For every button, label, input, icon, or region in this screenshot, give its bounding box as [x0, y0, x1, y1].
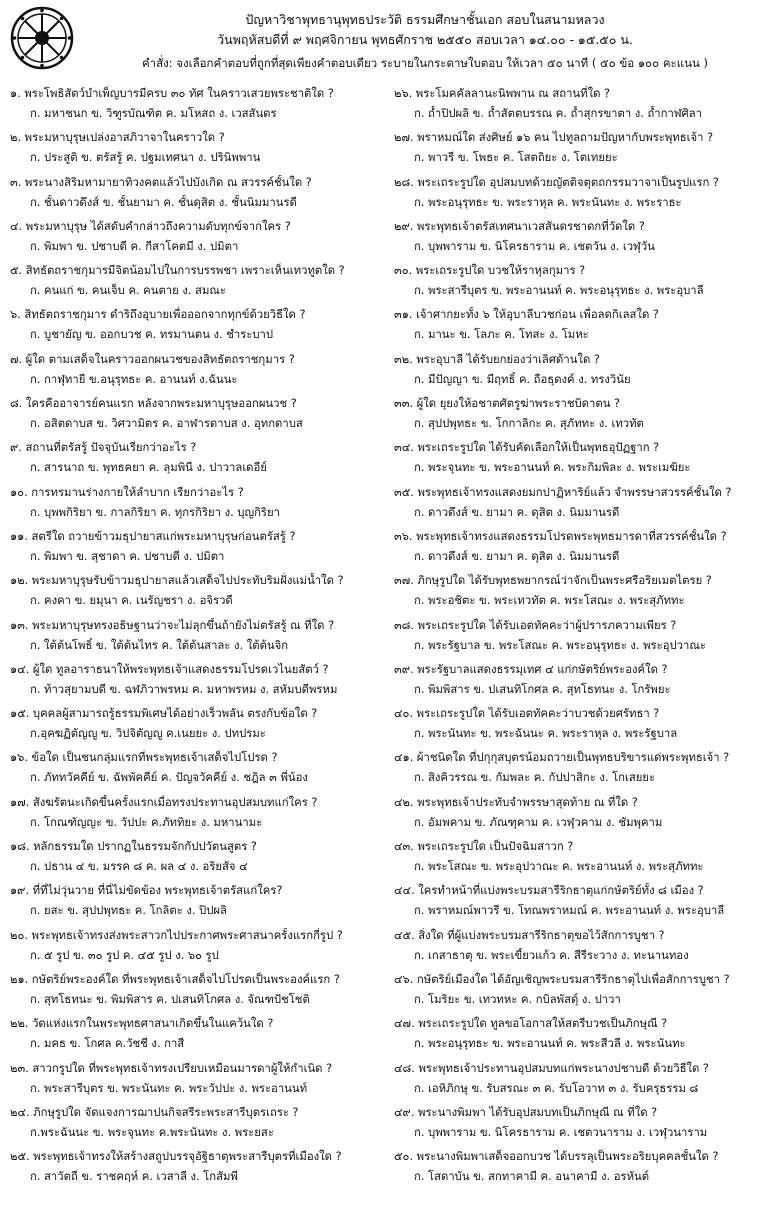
answer-choices: ก. พระนันทะ ข. พระฉันนะ ค. พระราหุล ง. พระรัฐบาล — [414, 727, 678, 741]
question-text: ๓๗. ภิกษุรูปใด ได้รับพุทธพยากรณ์ว่าจักเป็นพระศรีอริยเมตไตรย ? — [394, 574, 712, 588]
question-text: ๒๘. พระเถระรูปใด อุปสมบทด้วยญัตติจตุตถกรรมวาจาเป็นรูปแรก ? — [394, 175, 719, 189]
answer-choices: ก. บุพพาราม ข. นิโครธาราม ค. เชตวนาราม ง. เวฬุวนาราม — [414, 1125, 708, 1139]
answer-choices: ก. เอหิภิกษุ ข. รับสรณะ ๓ ค. รับโอวาท ๓ ง. รับครุธรรม ๘ — [414, 1081, 699, 1095]
question-text: ๔๖. กษัตริย์เมืองใด ได้อัญเชิญพระบรมสารีริกธาตุไปเพื่อสักการบูชา ? — [394, 972, 730, 986]
answer-choices: ก. มีปัญญา ข. มีฤทธิ์ ค. ถือธุดงค์ ง. ทรงวินัย — [414, 372, 631, 386]
question-text: ๒๖. พระโมคคัลลานะนิพพาน ณ สถานที่ใด ? — [394, 87, 611, 100]
question-text: ๒๙. พระพุทธเจ้าตรัสเทศนาเวสสันดรชาดกที่วัดใด ? — [394, 219, 645, 233]
answer-choices: ก. พิมพิสาร ข. ปเสนทิโกศล ค. สุทโธทนะ ง. โกรัพยะ — [414, 682, 671, 696]
answer-choices: ก. ปธาน ๔ ข. มรรค ๘ ค. ผล ๔ ง. อริยสัจ ๔ — [30, 860, 248, 874]
dharma-wheel-emblem-icon — [10, 6, 74, 70]
question-item — [394, 1016, 774, 1060]
question-text: ๔๘. พระพุทธเจ้าประทานอุปสมบทแก่พระนางปชาบดี ด้วยวิธีใด ? — [394, 1061, 709, 1075]
answer-choices: ก. คนแก่ ข. คนเจ็บ ค. คนตาย ง. สมณะ — [30, 284, 226, 298]
question-text: ๓๙. พระรัฐบาลแสดงธรรมุเทศ ๔ แก่กษัตริย์พระองค์ใด ? — [394, 662, 668, 676]
answer-choices: ก. พิมพา ข. ปชาบดี ค. กีสาโคตมี ง. ปมิตา — [30, 239, 239, 253]
question-text: ๒๒. วัดแห่งแรกในพระพุทธศาสนาเกิดขึ้นในแคว้นใด ? — [10, 1017, 274, 1031]
question-text: ๓๐. พระเถระรูปใด บวชให้ราหุลกุมาร ? — [394, 264, 586, 278]
question-text: ๑๖. ข้อใด เป็นชนกลุ่มแรกที่พระพุทธเจ้าเสด็จไปโปรด ? — [10, 751, 278, 765]
question-item — [394, 130, 774, 174]
answer-choices: ก. พระอนุรุทธะ ข. พระราหุล ค. พระนันทะ ง. พระราธะ — [414, 195, 682, 209]
answer-choices: ก. สาวัตถี ข. ราชคฤห์ ค. เวสาลี ง. โกสัมพี — [30, 1170, 238, 1184]
question-item — [394, 219, 774, 263]
question-item — [10, 352, 390, 396]
question-text: ๓๑. เจ้าศากยะทั้ง ๖ ให้อุบาลีบวชก่อน เพื่อลดกิเลสใด ? — [394, 308, 659, 322]
question-item — [394, 396, 774, 440]
question-text: ๔๔. ใครทำหน้าที่แบ่งพระบรมสารีริกธาตุแก่กษัตริย์ทั้ง ๘ เมือง ? — [394, 884, 704, 898]
question-item — [10, 307, 390, 351]
question-item — [10, 1105, 390, 1149]
question-text: ๑๗. สังฆรัตนะเกิดขึ้นครั้งแรกเมื่อทรงประทานอุปสมบทแก่ใคร ? — [10, 795, 318, 809]
answer-choices: ก. โกณฑัญญะ ข. วัปปะ ค.ภัททิยะ ง. มหานามะ — [30, 815, 263, 829]
answer-choices: ก. ใต้ต้นโพธิ์ ข. ใต้ต้นไทร ค. ใต้ต้นสาละ ง. ใต้ต้นจิก — [30, 638, 289, 652]
answer-choices: ก. ยสะ ข. สุปปพุทธะ ค. โกลิตะ ง. ปิปผลิ — [30, 904, 227, 918]
answer-choices: ก. ภัททวัคคีย์ ข. ฉัพพัคคีย์ ค. ปัญจวัคคีย์ ง. ชฎิล ๓ พี่น้อง — [30, 771, 308, 785]
question-text: ๒๔. ภิกษุรูปใด จัดแจงการฌาปนกิจสรีระพระสารีบุตรเถระ ? — [10, 1105, 299, 1119]
question-item — [394, 1149, 774, 1193]
question-item — [394, 928, 774, 972]
answer-choices: ก. มคธ ข. โกศล ค.วัชชี ง. กาสี — [30, 1037, 185, 1051]
question-text: ๔๕. สิ่งใด ที่ผู้แบ่งพระบรมสารีริกธาตุขอไว้สักการบูชา ? — [394, 928, 665, 942]
answer-choices: ก. บุพพกิริยา ข. กาลกิริยา ค. ทุกรกิริยา ง. บุญกิริยา — [30, 505, 280, 519]
question-text: ๒๐. พระพุทธเจ้าทรงส่งพระสาวกไปประกาศพระศาสนาครั้งแรกกี่รูป ? — [10, 928, 343, 942]
question-text: ๑๙. ที่ที่ไม่วุ่นวาย ที่นี่ไม่ขัดข้อง พระพุทธเจ้าตรัสแก่ใคร? — [10, 884, 283, 898]
question-item — [394, 839, 774, 883]
answer-choices: ก. พระสารีบุตร ข. พระนันทะ ค. พระวัปปะ ง. พระอานนท์ — [30, 1081, 308, 1095]
question-item — [394, 618, 774, 662]
question-item — [10, 928, 390, 972]
question-item — [394, 883, 774, 927]
question-text: ๑๒. พระมหาบุรุษรับข้าวมธุปายาสแล้วเสด็จไปประทับริมฝั่งแม่น้ำใด ? — [10, 574, 344, 588]
answer-choices: ก.พระฉันนะ ข. พระจุนทะ ค.พระนันทะ ง. พระยสะ — [30, 1125, 274, 1139]
question-item — [394, 1061, 774, 1105]
answer-choices: ก. พิมพา ข. สุชาดา ค. ปชาบดี ง. ปมิตา — [30, 549, 225, 563]
question-text: ๗. ผู้ใด ตามเสด็จในคราวออกผนวชของสิทธัตถราชกุมาร ? — [10, 352, 295, 366]
question-item — [394, 263, 774, 307]
question-text: ๒๓. สาวกรูปใด ที่พระพุทธเจ้าทรงเปรียบเหมือนมารดาผู้ให้กำเนิด ? — [10, 1061, 333, 1075]
question-text: ๓๘. พระเถระรูปใด ได้รับเอตทัคคะว่าผู้ปรารภความเพียร ? — [394, 618, 677, 632]
question-item — [394, 529, 774, 573]
question-item — [10, 130, 390, 174]
answer-choices: ก. ท้าวสุยามบดี ข. ฉฬภิวาพรหม ค. มหาพรหม ง. สหัมบดีพรหม — [30, 682, 338, 696]
answer-choices: ก. บูชายัญ ข. ออกบวช ค. ทรมานตน ง. ชำระบาป — [30, 328, 274, 342]
question-item — [10, 1016, 390, 1060]
question-item — [10, 175, 390, 219]
answer-choices: ก. ดาวดึงส์ ข. ยามา ค. ดุสิต ง. นิมมานรดี — [414, 505, 620, 519]
answer-choices: ก. ชั้นดาวดึงส์ ข. ชั้นยามา ค. ชั้นดุสิต ง. ชั้นนิมมานรดี — [30, 195, 297, 209]
answer-choices: ก. คงคา ข. ยมุนา ค. เนรัญชรา ง. อจิรวดี — [30, 594, 233, 608]
question-item — [394, 750, 774, 794]
question-item — [394, 307, 774, 351]
question-item — [10, 706, 390, 750]
question-text: ๒๑. กษัตริย์พระองค์ใด ที่พระพุทธเจ้าเสด็จไปโปรดเป็นพระองค์แรก ? — [10, 972, 340, 986]
question-item — [10, 485, 390, 529]
question-item — [10, 396, 390, 440]
answer-choices: ก. พระโสณะ ข. พระอุปวาณะ ค. พระอานนท์ ง. พระสุภัททะ — [414, 860, 704, 874]
question-text: ๔๓. พระเถระรูปใด เป็นปัจฉิมสาวก ? — [394, 840, 574, 854]
question-item — [10, 219, 390, 263]
question-item — [10, 750, 390, 794]
answer-choices: ก. ประสูติ ข. ตรัสรู้ ค. ปฐมเทศนา ง. ปรินิพพาน — [30, 151, 261, 165]
answer-choices: ก. พระสารีบุตร ข. พระอานนท์ ค. พระอนุรุทธะ ง. พระอุบาลี — [414, 284, 704, 298]
question-text: ๓. พระนางสิริมหามายาทิวงคตแล้วไปบังเกิด ณ สวรรค์ชั้นใด ? — [10, 175, 312, 189]
exam-instructions: คำสั่ง: จงเลือกคำตอบที่ถูกที่สุดเพียงคำตอบเดียว ระบายในกระดาษใบตอบ ให้เวลา ๕๐ นาที ( ๕๐ ข้อ ๑๐๐ คะแนน ) — [141, 56, 708, 70]
question-item — [10, 883, 390, 927]
answer-choices: ก. เกสาธาตุ ข. พระเขี้ยวแก้ว ค. สีรีระวาง ง. ทะนานทอง — [414, 948, 689, 962]
question-text: ๔๒. พระพุทธเจ้าประทับจำพรรษาสุดท้าย ณ ที่ใด ? — [394, 795, 638, 809]
question-text: ๔๗. พระเถระรูปใด ทูลขอโอกาสให้สตรีบวชเป็นภิกษุณี ? — [394, 1017, 668, 1031]
answer-choices: ก. สุปปพุทธะ ข. โกกาลิกะ ค. สุภัททะ ง. เทวทัต — [414, 417, 644, 431]
question-text: ๑๕. บุคคลผู้สามารถรู้ธรรมพิเศษได้อย่างเร็วพลัน ตรงกับข้อใด ? — [10, 707, 318, 721]
answer-choices: ก. มานะ ข. โลภะ ค. โทสะ ง. โมหะ — [414, 328, 589, 342]
answer-choices: ก. พระจุนทะ ข. พระอานนท์ ค. พระกิมพิละ ง. พระเมฆิยะ — [414, 461, 691, 475]
right-question-column — [394, 86, 774, 1193]
question-item — [10, 440, 390, 484]
question-item — [394, 1105, 774, 1149]
answer-choices: ก. ถ้ำปิปผลิ ข. ถ้ำสัตตบรรณ ค. ถ้ำสุกรขาตา ง. ถ้ำกาฬศิลา — [414, 107, 702, 120]
question-item — [394, 706, 774, 750]
answer-choices: ก. สิงคิวรรณ ข. กัมพละ ค. กัปปาสิกะ ง. โกเสยยะ — [414, 771, 656, 785]
answer-choices: ก. โมริยะ ข. เทวทหะ ค. กบิลพัสดุ์ ง. ปาวา — [414, 992, 621, 1006]
answer-choices: ก. พระอชิตะ ข. พระเทวทัต ค. พระโสณะ ง. พระสุภัททะ — [414, 594, 685, 608]
answer-choices: ก. บุพพาราม ข. นิโครธาราม ค. เชตวัน ง. เวฬุวัน — [414, 239, 655, 253]
question-text: ๑๓. พระมหาบุรุษทรงอธิษฐานว่าจะไม่ลุกขึ้นถ้ายังไม่ตรัสรู้ ณ ที่ใด ? — [10, 618, 335, 632]
answer-choices: ก.อุคฆฏิตัญญู ข. วิปจิตัญญู ค.เนยยะ ง. ปทปรมะ — [30, 727, 266, 741]
question-item — [10, 972, 390, 1016]
question-item — [394, 573, 774, 617]
answer-choices: ก. พาวรี ข. โพธะ ค. โสตถิยะ ง. โตเทยยะ — [414, 151, 618, 165]
question-text: ๓๒. พระอุบาลี ได้รับยกย่องว่าเลิศด้านใด ? — [394, 352, 600, 366]
question-text: ๑๘. หลักธรรมใด ปรากฏในธรรมจักกัปปวัตนสูตร ? — [10, 840, 257, 854]
question-item — [10, 573, 390, 617]
question-item — [10, 618, 390, 662]
question-text: ๔๑. ผ้าชนิดใด ที่ปกุกุสบุตรน้อมถวายเป็นพุทธบริขารแด่พระพุทธเจ้า ? — [394, 751, 730, 765]
answer-choices: ก. พระอนุรุทธะ ข. พระอานนท์ ค. พระสีวลี ง. พระนันทะ — [414, 1037, 686, 1051]
exam-title: ปัญหาวิชาพุทธานุพุทธประวัติ ธรรมศึกษาชั้นเอก สอบในสนามหลวง — [245, 12, 605, 27]
question-item — [10, 529, 390, 573]
question-text: ๓๓. ผู้ใด ยุยงให้อชาตศัตรูฆ่าพระราชบิดาตน ? — [394, 397, 620, 411]
question-text: ๕. สิทธัตถราชกุมารมีจิตน้อมไปในการบรรพชา เพราะเห็นเทวทูตใด ? — [10, 264, 345, 278]
question-item — [10, 86, 390, 130]
answer-choices: ก. อัมพคาม ข. ภัณฑุคาม ค. เวฬุวคาม ง. ชัมพุคาม — [414, 815, 663, 829]
question-item — [394, 175, 774, 219]
question-text: ๑๐. การทรมานร่างกายให้ลำบาก เรียกว่าอะไร ? — [10, 485, 244, 499]
question-item — [394, 485, 774, 529]
exam-date: วันพฤหัสบดีที่ ๙ พฤศจิกายน พุทธศักราช ๒๕๕๐ สอบเวลา ๑๔.๐๐ - ๑๕.๕๐ น. — [217, 32, 633, 47]
question-text: ๔๙. พระนางพิมพา ได้รับอุปสมบทเป็นภิกษุณี ณ ที่ใด ? — [394, 1105, 658, 1119]
answer-choices: ก. โสดาบัน ข. สกทาคามี ค. อนาคามี ง. อรหันต์ — [414, 1170, 650, 1184]
answer-choices: ก. ๕ รูป ข. ๓๐ รูป ค. ๔๕ รูป ง. ๖๐ รูป — [30, 948, 219, 962]
question-text: ๔. พระมหาบุรุษ ได้สดับคำกล่าวถึงความดับทุกข์จากใคร ? — [10, 219, 291, 233]
question-item — [394, 795, 774, 839]
question-text: ๓๔. พระเถระรูปใด ได้รับคัดเลือกให้เป็นพุทธอุปัฏฐาก ? — [394, 441, 660, 455]
question-text: ๑๑. สตรีใด ถวายข้าวมธุปายาสแก่พระมหาบุรุษก่อนตรัสรู้ ? — [10, 529, 296, 543]
question-text: ๒. พระมหาบุรุษเปล่งอาสภิวาจาในคราวใด ? — [10, 131, 225, 145]
question-item — [10, 662, 390, 706]
answer-choices: ก. พระรัฐบาล ข. พระโสณะ ค. พระอนุรุทธะ ง. พระอุปวาณะ — [414, 638, 706, 652]
answer-choices: ก. ดาวดึงส์ ข. ยามา ค. ดุสิต ง. นิมมานรดี — [414, 549, 620, 563]
question-item — [10, 1061, 390, 1105]
answer-choices: ก. สารนาถ ข. พุทธคยา ค. ลุมพินี ง. ปาวาลเดอีย์ — [30, 461, 267, 475]
question-text: ๕๐. พระนางพิมพาเสด็จออกบวช ได้บรรลุเป็นพระอริยบุคคลชั้นใด ? — [394, 1150, 719, 1164]
answer-choices: ก. สุทโธทนะ ข. พิมพิสาร ค. ปเสนทิโกศล ง. จัณฑปัชโชติ — [30, 992, 310, 1006]
question-item — [394, 440, 774, 484]
answer-choices: ก. มหาชนก ข. วิฑูรบัณฑิต ค. มโหสถ ง. เวสสันดร — [30, 107, 277, 120]
question-item — [10, 263, 390, 307]
question-text: ๒๗. พราหมณ์ใด ส่งศิษย์ ๑๖ คน ไปทูลถามปัญหากับพระพุทธเจ้า ? — [394, 131, 714, 145]
question-text: ๑. พระโพธิสัตว์บำเพ็ญบารมีครบ ๓๐ ทัศ ในคราวเสวยพระชาติใด ? — [10, 87, 334, 100]
question-item — [394, 86, 774, 130]
question-text: ๖. สิทธัตถราชกุมาร ดำริถึงอุบายเพื่อออกจากทุกข์ด้วยวิธีใด ? — [10, 308, 306, 322]
answer-choices: ก. อสิตดาบส ข. วิศวามิตร ค. อาฬารดาบส ง. อุทกดาบส — [30, 417, 303, 431]
question-text: ๓๕. พระพุทธเจ้าทรงแสดงยมกปาฏิหาริย์แล้ว จำพรรษาสวรรค์ชั้นใด ? — [394, 485, 732, 499]
question-text: ๓๖. พระพุทธเจ้าทรงแสดงธรรมโปรดพระพุทธมารดาที่สวรรค์ชั้นใด ? — [394, 529, 727, 543]
question-text: ๔๐. พระเถระรูปใด ได้รับเอตทัคคะว่าบวชด้วยศรัทธา ? — [394, 707, 660, 721]
question-text: ๘. ใครคืออาจารย์คนแรก หลังจากพระมหาบุรุษออกผนวช ? — [10, 397, 297, 411]
question-item — [394, 662, 774, 706]
answer-choices: ก. พราหมณ์พาวรี ข. โทณพราหมณ์ ค. พระอานนท์ ง. พระอุบาลี — [414, 904, 725, 918]
question-item — [394, 352, 774, 396]
question-item — [10, 839, 390, 883]
left-question-column — [10, 86, 390, 1193]
question-item — [10, 1149, 390, 1193]
answer-choices: ก. กาฬุทายี ข.อนุรุทธะ ค. อานนท์ ง.ฉันนะ — [30, 372, 238, 386]
question-item — [394, 972, 774, 1016]
question-text: ๒๕. พระพุทธเจ้าทรงให้สร้างสถูปบรรจุอัฐิธาตุพระสารีบุตรที่เมืองใด ? — [10, 1150, 342, 1164]
question-text: ๙. สถานที่ตรัสรู้ ปัจจุบันเรียกว่าอะไร ? — [10, 441, 197, 455]
question-text: ๑๔. ผู้ใด ทูลอาราธนาให้พระพุทธเจ้าแสดงธรรมโปรดเวไนยสัตว์ ? — [10, 662, 329, 676]
question-item — [10, 795, 390, 839]
